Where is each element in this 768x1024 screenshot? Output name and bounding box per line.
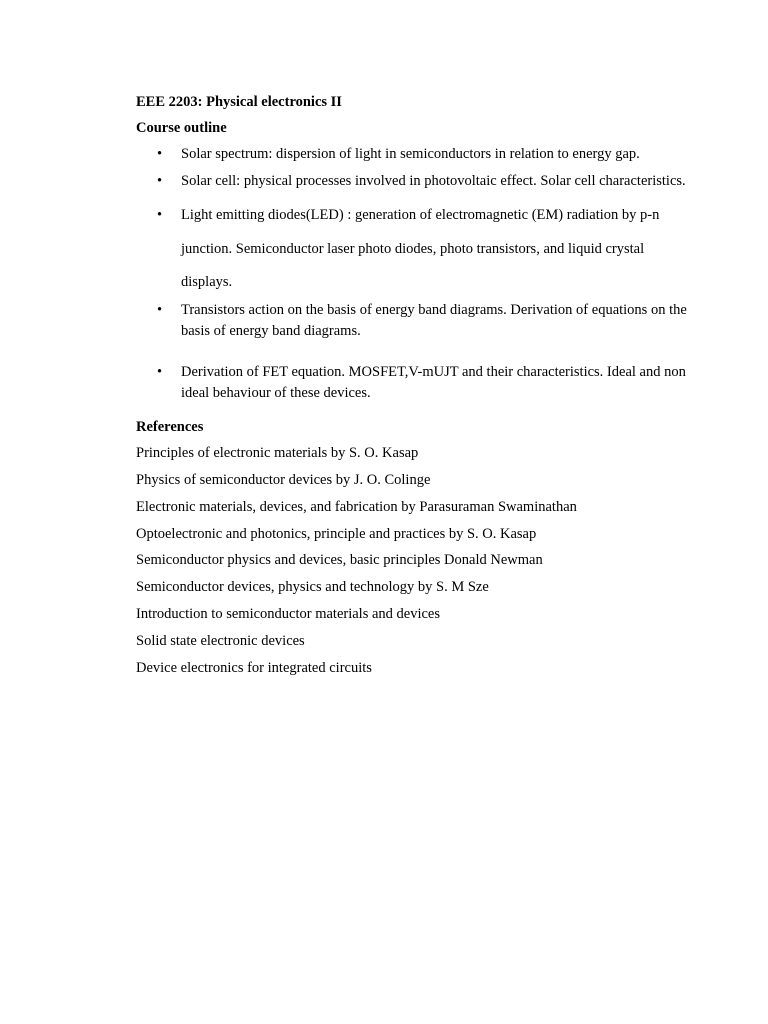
outline-item-text: Transistors action on the basis of energy band diagrams. Derivation of equations on the basis of energy band diagrams. [181, 302, 687, 339]
reference-item: Electronic materials, devices, and fabrication by Parasuraman Swaminathan [136, 498, 577, 515]
bullet-icon: • [157, 146, 163, 162]
course-title: EEE 2203: Physical electronics II [136, 94, 342, 110]
reference-item: Semiconductor physics and devices, basic principles Donald Newman [136, 552, 543, 569]
reference-item: Optoelectronic and photonics, principle and practices by S. O. Kasap [136, 525, 537, 542]
outline-item-text: Derivation of FET equation. MOSFET,V-mUJT and their characteristics. Ideal and non ideal behaviour of these devices. [181, 364, 686, 401]
outline-item [136, 362, 696, 403]
reference-item: Physics of semiconductor devices by J. O. Colinge [136, 471, 431, 488]
outline-item-text: Light emitting diodes(LED) : generation of electromagnetic (EM) radiation by p-n junction. Semiconductor laser photo diodes, photo transistors, and liquid crystal displays. [181, 207, 660, 290]
outline-item [136, 199, 696, 299]
reference-item: Principles of electronic materials by S. O. Kasap [136, 445, 419, 462]
reference-item: Semiconductor devices, physics and technology by S. M Sze [136, 579, 489, 596]
outline-heading: Course outline [136, 120, 227, 136]
outline-list [136, 144, 696, 403]
outline-item [136, 300, 696, 341]
document-page [136, 92, 696, 684]
outline-item [136, 165, 696, 198]
reference-item: Device electronics for integrated circuits [136, 659, 372, 676]
outline-item-text: Solar spectrum: dispersion of light in semiconductors in relation to energy gap. [181, 146, 640, 162]
reference-item: Solid state electronic devices [136, 632, 305, 649]
bullet-icon: • [157, 173, 163, 189]
reference-item: Introduction to semiconductor materials and devices [136, 605, 441, 622]
bullet-icon: • [157, 364, 163, 381]
references-heading: References [136, 419, 204, 436]
references-list [136, 443, 696, 677]
bullet-icon: • [157, 207, 163, 224]
outline-item [136, 144, 696, 164]
outline-item-text: Solar cell: physical processes involved in photovoltaic effect. Solar cell characteristics. [181, 173, 686, 189]
bullet-icon: • [157, 302, 163, 319]
